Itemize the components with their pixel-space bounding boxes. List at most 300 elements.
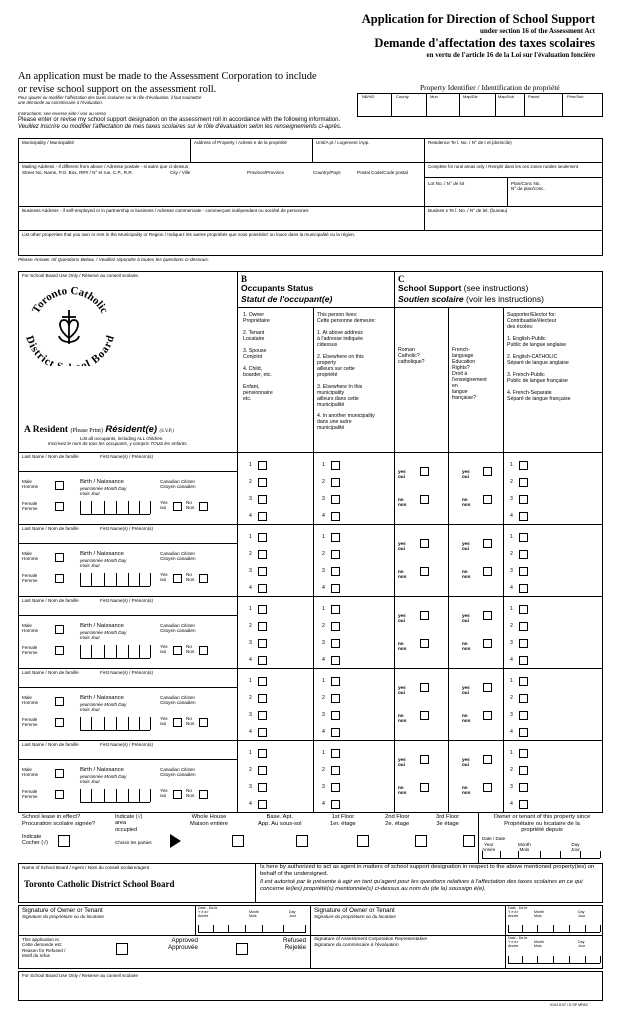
label-business-address: Business Address - if self-employed or in partnership in business / Adresse commerciale - commerçant indépendant ou société de personnes: [22, 208, 309, 213]
row1-female-checkbox[interactable]: [55, 502, 64, 511]
row2-supporter-1-checkbox[interactable]: [519, 533, 528, 542]
citizen-no-label: No Non: [186, 716, 195, 727]
first-names-label: First Name(s) / Prénom(s): [100, 526, 154, 531]
sig2-date-label: Date - Da te Y e a r Année: [508, 906, 528, 919]
row2-citizen-no-checkbox[interactable]: [199, 574, 208, 583]
status-num-label: 2: [249, 479, 252, 485]
row5-rc-no-checkbox[interactable]: [420, 783, 429, 792]
row4-status-1-checkbox[interactable]: [258, 677, 267, 686]
label-country: Country/Pays: [313, 170, 341, 175]
canadian-citizen-label: Canadian Citizen Citoyen canadien: [160, 479, 196, 490]
intro-line-en: Please enter or revise my school support designation on the assessment roll in accordance with the following information.: [18, 117, 341, 123]
row4-rc-no-checkbox[interactable]: [420, 711, 429, 720]
supporter-num-label: 3: [510, 496, 513, 502]
label-city: City / Ville: [170, 170, 191, 175]
row3-status-3-checkbox[interactable]: [258, 639, 267, 648]
lives-num-label: 4: [322, 801, 325, 807]
supporter-num-label: 4: [510, 585, 513, 591]
row4-supporter-1-checkbox[interactable]: [519, 677, 528, 686]
label-other-properties: List other properties that you own or rent in the Municipality or Region / Indiquez les autres propriétés que vous possédez ou louez dans la municipalité ou la région.: [22, 232, 356, 237]
row2-male-checkbox[interactable]: [55, 553, 64, 562]
status-options: 1. Owner Propriétaire 2. Tenant Locataire 3. Spouse Conjoint 4. Child, boarder, etc. Enfant, pensionnaire etc.: [243, 312, 273, 402]
row2-lives-4-checkbox[interactable]: [331, 584, 340, 593]
section-c-title-en: School Support (see instructions): [398, 283, 529, 293]
lives-num-label: 1: [322, 534, 325, 540]
ymd-label: year/année Month Day mois Jour: [80, 486, 127, 497]
row2-status-4-checkbox[interactable]: [258, 584, 267, 593]
row1-supporter-4-checkbox[interactable]: [519, 512, 528, 521]
rc-yes-label: yes oui: [398, 469, 406, 480]
pid-col-nbhd: NB/HD: [362, 94, 375, 99]
first-floor-label: 1st Floor 1er. étage: [330, 814, 356, 827]
row1-rc-no-checkbox[interactable]: [420, 495, 429, 504]
sig-month-label: Month Mois: [249, 910, 259, 919]
indicate-cocher: Indicate Cocher (√): [22, 834, 48, 847]
row1-fr-no-checkbox[interactable]: [483, 495, 492, 504]
choose-parts-label: Choisir les parties: [115, 840, 152, 845]
row4-fr-no-checkbox[interactable]: [483, 711, 492, 720]
status-num-label: 1: [249, 462, 252, 468]
owner-signature-label-fr-2: Signature du propriétaire ou du locataire: [314, 914, 396, 919]
sig2-day-label: Day Jour: [578, 910, 585, 919]
last-name-label: Last Name / Nom de famille: [22, 670, 79, 675]
supporter-num-label: 1: [510, 750, 513, 756]
rc-no-label: no non: [398, 497, 407, 508]
tcdsb-logo: [22, 286, 117, 366]
supporter-num-label: 2: [510, 479, 513, 485]
row5-status-3-checkbox[interactable]: [258, 783, 267, 792]
fr-no-label: no non: [462, 713, 471, 724]
second-floor-checkbox[interactable]: [357, 835, 369, 847]
supporter-options: Supporter/Elector for: Contribuable/électeur des écoles: 1. English-Public Public de langue anglaise 2. English-CATHOLIC Séparé de langue anglaise 3. French-Public Public de langue française 4. French-Separate Séparé de langue française: [507, 312, 571, 402]
fr-no-label: no non: [462, 569, 471, 580]
row3-rc-no-checkbox[interactable]: [420, 639, 429, 648]
row4-name-input[interactable]: [22, 676, 234, 686]
year-label: Year Année: [482, 842, 496, 853]
second-floor-label: 2nd Floor 2e. étage: [385, 814, 410, 827]
residence-tel-input[interactable]: [428, 148, 600, 160]
rep-signature-field[interactable]: [314, 950, 502, 967]
label-postal-code: Postal Code/Code postal: [357, 170, 408, 175]
intro-line-fr: Veuillez inscrire ou modifier l'affectation de mes taxes scolaires sur le rôle d'évaluation selon les renseignements ci-après.: [18, 124, 342, 130]
row2-lives-2-checkbox[interactable]: [331, 550, 340, 559]
last-name-label: Last Name / Nom de famille: [22, 742, 79, 747]
date-label: Date / Date: [482, 836, 506, 841]
supporter-num-label: 4: [510, 801, 513, 807]
approval-label: This application is: Cette demande est: Reason for Refused / Motif du refus: [22, 937, 66, 958]
answer-all-note: Please Answer All Questions Below. / Veuillez répondre à toutes les questions ci-dessous.: [18, 258, 210, 263]
row5-status-1-checkbox[interactable]: [258, 749, 267, 758]
row4-rc-yes-checkbox[interactable]: [420, 683, 429, 692]
cross-heart-anchor-icon: [59, 310, 79, 344]
pid-col-primsub: Prim/Sub: [567, 94, 584, 99]
rep-signature-label-fr: Signature du commissaire à l'évaluation: [314, 943, 399, 948]
row1-lives-4-checkbox[interactable]: [331, 512, 340, 521]
row5-lives-1-checkbox[interactable]: [331, 749, 340, 758]
lives-num-label: 4: [322, 513, 325, 519]
section-c-letter: C: [398, 274, 405, 284]
fr-no-label: no non: [462, 641, 471, 652]
row3-rc-yes-checkbox[interactable]: [420, 611, 429, 620]
status-num-label: 2: [249, 551, 252, 557]
row3-male-checkbox[interactable]: [55, 625, 64, 634]
supporter-num-label: 1: [510, 606, 513, 612]
row3-status-4-checkbox[interactable]: [258, 656, 267, 665]
status-num-label: 1: [249, 606, 252, 612]
owner-signature-field-2[interactable]: [314, 920, 502, 933]
lives-num-label: 2: [322, 479, 325, 485]
row3-supporter-3-checkbox[interactable]: [519, 639, 528, 648]
row2-supporter-2-checkbox[interactable]: [519, 550, 528, 559]
citizen-no-label: No Non: [186, 644, 195, 655]
row2-lives-1-checkbox[interactable]: [331, 533, 340, 542]
female-label: Female Femme: [22, 717, 38, 728]
approved-label: Approved Approuvée: [168, 937, 198, 952]
row5-supporter-2-checkbox[interactable]: [519, 766, 528, 775]
form-title-en: Application for Direction of School Support: [361, 12, 595, 26]
supporter-num-label: 4: [510, 657, 513, 663]
intro-main: An application must be made to the Assessment Corporation to include or revise school support on the assessment roll.: [18, 71, 317, 96]
status-num-label: 3: [249, 712, 252, 718]
authorize-fr: Il est autorisé par le présente à agir en tant qu'agent pour les questions relatives à l'affectation des taxes scolaires en ce qui concerne le(les) propriété(s) mentionnée(s) ci-dessus au nom du (de la) soussign é(e).: [260, 879, 583, 892]
lot-no-input[interactable]: [428, 190, 504, 204]
row5-fr-no-checkbox[interactable]: [483, 783, 492, 792]
status-num-label: 2: [249, 767, 252, 773]
sig3-month-label: Month Mois: [534, 940, 544, 949]
row5-rc-yes-checkbox[interactable]: [420, 755, 429, 764]
owner-sign-date-input-2[interactable]: [508, 932, 600, 933]
row3-female-checkbox[interactable]: [55, 646, 64, 655]
lives-num-label: 1: [322, 606, 325, 612]
rc-no-label: no non: [398, 785, 407, 796]
row4-supporter-4-checkbox[interactable]: [519, 728, 528, 737]
lives-num-label: 1: [322, 462, 325, 468]
day-label: Day Jour: [571, 842, 580, 853]
sig-day-label: Day Jour: [289, 910, 296, 919]
female-label: Female Femme: [22, 789, 38, 800]
whole-house-label: Whole House Maison entière: [190, 814, 229, 827]
male-label: Male Homme: [22, 695, 39, 706]
row4-lives-2-checkbox[interactable]: [331, 694, 340, 703]
row4-status-4-checkbox[interactable]: [258, 728, 267, 737]
owner-sign-date-input[interactable]: [198, 932, 306, 933]
canadian-citizen-label: Canadian Citizen Citoyen canadien: [160, 623, 196, 634]
rc-yes-label: yes oui: [398, 613, 406, 624]
business-tel-input[interactable]: [428, 215, 600, 228]
row5-status-2-checkbox[interactable]: [258, 766, 267, 775]
roman-catholic-question: Roman Catholic? catholique?: [398, 347, 425, 365]
lives-num-label: 4: [322, 585, 325, 591]
citizen-yes-label: Yes oui: [160, 716, 168, 727]
form-subtitle-en: under section 16 of the Assessment Act: [480, 27, 595, 35]
row2-citizen-yes-checkbox[interactable]: [173, 574, 182, 583]
section-c-title-fr: Soutien scolaire (voir les instructions): [398, 294, 544, 304]
row1-fr-yes-checkbox[interactable]: [483, 467, 492, 476]
row4-status-2-checkbox[interactable]: [258, 694, 267, 703]
rc-yes-label: yes oui: [398, 685, 406, 696]
fr-yes-label: yes oui: [462, 613, 470, 624]
first-names-label: First Name(s) / Prénom(s): [100, 598, 154, 603]
status-num-label: 4: [249, 729, 252, 735]
status-num-label: 4: [249, 585, 252, 591]
row2-fr-yes-checkbox[interactable]: [483, 539, 492, 548]
status-num-label: 3: [249, 640, 252, 646]
male-label: Male Homme: [22, 551, 39, 562]
row2-supporter-4-checkbox[interactable]: [519, 584, 528, 593]
supporter-num-label: 2: [510, 695, 513, 701]
male-label: Male Homme: [22, 767, 39, 778]
row3-lives-3-checkbox[interactable]: [331, 639, 340, 648]
row1-name-input[interactable]: [22, 460, 234, 470]
owner-signature-field[interactable]: [22, 920, 192, 933]
row3-name-input[interactable]: [22, 604, 234, 614]
citizen-no-label: No Non: [186, 500, 195, 511]
fr-yes-label: yes oui: [462, 757, 470, 768]
row4-lives-3-checkbox[interactable]: [331, 711, 340, 720]
logo-text-top: Toronto Catholic: [29, 286, 111, 316]
citizen-yes-label: Yes oui: [160, 500, 168, 511]
canadian-citizen-label: Canadian Citizen Citoyen canadien: [160, 767, 196, 778]
row2-rc-yes-checkbox[interactable]: [420, 539, 429, 548]
row1-lives-2-checkbox[interactable]: [331, 478, 340, 487]
row5-supporter-3-checkbox[interactable]: [519, 783, 528, 792]
row4-citizen-no-checkbox[interactable]: [199, 718, 208, 727]
status-num-label: 3: [249, 568, 252, 574]
approved-checkbox[interactable]: [116, 943, 128, 955]
row3-lives-2-checkbox[interactable]: [331, 622, 340, 631]
supporter-num-label: 1: [510, 678, 513, 684]
owner-since-date-input[interactable]: [482, 858, 600, 859]
rc-no-label: no non: [398, 641, 407, 652]
birth-label: Birth / Naissance: [80, 623, 124, 629]
status-num-label: 1: [249, 534, 252, 540]
lives-num-label: 2: [322, 623, 325, 629]
row5-name-input[interactable]: [22, 748, 234, 758]
lives-options: This person lives: Cette personne demeure: 1. At above address à l'adresse indiquée cidessus 2. Elsewhere on this property ailleurs sur cette propriété 3. Elsewhere In this municipality ailleurs dans cette municipalité 4. In another municipality dans une autre municipalité: [317, 312, 376, 432]
lives-num-label: 3: [322, 784, 325, 790]
lease-question: School lease in effect? Procuration scolaire signée?: [22, 814, 96, 827]
business-address-input[interactable]: [22, 215, 420, 228]
row3-supporter-4-checkbox[interactable]: [519, 656, 528, 665]
label-property-address: Address of Property / Adress e de la propriété: [194, 140, 287, 145]
row2-status-3-checkbox[interactable]: [258, 567, 267, 576]
supporter-num-label: 4: [510, 729, 513, 735]
other-properties-input[interactable]: [22, 239, 600, 254]
female-label: Female Femme: [22, 501, 38, 512]
lives-num-label: 3: [322, 568, 325, 574]
row4-status-3-checkbox[interactable]: [258, 711, 267, 720]
row1-citizen-no-checkbox[interactable]: [199, 502, 208, 511]
ymd-label: year/année Month Day mois Jour: [80, 630, 127, 641]
status-num-label: 2: [249, 623, 252, 629]
refused-checkbox[interactable]: [236, 943, 248, 955]
label-residence-tel: Residence Te l. No. / N° de t el.(domicile): [428, 140, 512, 145]
supporter-num-label: 3: [510, 568, 513, 574]
male-label: Male Homme: [22, 479, 39, 490]
municipality-input[interactable]: [22, 148, 187, 160]
row5-female-checkbox[interactable]: [55, 790, 64, 799]
form-subtitle-fr: en vertu de l'article 16 de la Loi sur l'évaluation foncière: [426, 51, 595, 59]
supporter-num-label: 2: [510, 551, 513, 557]
sig3-day-label: Day Jour: [578, 940, 585, 949]
refused-label: Refused Rejetée: [283, 937, 307, 952]
lives-num-label: 1: [322, 750, 325, 756]
row4-female-checkbox[interactable]: [55, 718, 64, 727]
label-lot-no: Lot No. / N° de lot: [428, 181, 465, 186]
lives-num-label: 3: [322, 640, 325, 646]
row1-status-4-checkbox[interactable]: [258, 512, 267, 521]
row1-birth-date-input[interactable]: [80, 514, 150, 515]
row3-citizen-yes-checkbox[interactable]: [173, 646, 182, 655]
month-label: Month Mois: [518, 842, 531, 853]
svg-text:Toronto Catholic: [30, 286, 110, 316]
intro-instructions: Instructions: see reverse side / voir au verso: [18, 111, 107, 116]
row3-fr-yes-checkbox[interactable]: [483, 611, 492, 620]
row1-supporter-2-checkbox[interactable]: [519, 478, 528, 487]
row1-lives-3-checkbox[interactable]: [331, 495, 340, 504]
row3-lives-1-checkbox[interactable]: [331, 605, 340, 614]
last-name-label: Last Name / Nom de famille: [22, 454, 79, 459]
base-apt-checkbox[interactable]: [232, 835, 244, 847]
row3-supporter-2-checkbox[interactable]: [519, 622, 528, 631]
plan-conc-input[interactable]: [511, 194, 601, 204]
row4-lives-4-checkbox[interactable]: [331, 728, 340, 737]
first-names-label: First Name(s) / Prénom(s): [100, 454, 154, 459]
form-title-fr: Demande d'affectation des taxes scolaires: [374, 36, 595, 50]
section-b-title-en: Occupants Status: [241, 283, 314, 293]
lives-num-label: 2: [322, 695, 325, 701]
row5-citizen-yes-checkbox[interactable]: [173, 790, 182, 799]
birth-label: Birth / Naissance: [80, 479, 124, 485]
label-mailing-address: Mailing Address - if different from above / Adresse postale - si autre que ci-dessus: [22, 164, 189, 169]
fr-yes-label: yes oui: [462, 469, 470, 480]
row2-fr-no-checkbox[interactable]: [483, 567, 492, 576]
row2-birth-date-input[interactable]: [80, 586, 150, 587]
row4-supporter-2-checkbox[interactable]: [519, 694, 528, 703]
row5-male-checkbox[interactable]: [55, 769, 64, 778]
label-province: Province/Province: [247, 170, 285, 175]
row2-name-input[interactable]: [22, 532, 234, 542]
fr-yes-label: yes oui: [462, 541, 470, 552]
first-floor-checkbox[interactable]: [296, 835, 308, 847]
row3-status-1-checkbox[interactable]: [258, 605, 267, 614]
row2-rc-no-checkbox[interactable]: [420, 567, 429, 576]
rc-no-label: no non: [398, 569, 407, 580]
rc-yes-label: yes oui: [398, 541, 406, 552]
female-label: Female Femme: [22, 645, 38, 656]
row2-supporter-3-checkbox[interactable]: [519, 567, 528, 576]
female-label: Female Femme: [22, 573, 38, 584]
row5-lives-4-checkbox[interactable]: [331, 800, 340, 809]
property-address-input[interactable]: [194, 148, 309, 160]
row3-lives-4-checkbox[interactable]: [331, 656, 340, 665]
row3-status-2-checkbox[interactable]: [258, 622, 267, 631]
row3-fr-no-checkbox[interactable]: [483, 639, 492, 648]
row1-male-checkbox[interactable]: [55, 481, 64, 490]
row1-lives-1-checkbox[interactable]: [331, 461, 340, 470]
owner-signature-label-2: Signature of Owner or Tenant: [314, 907, 395, 914]
row3-citizen-no-checkbox[interactable]: [199, 646, 208, 655]
lives-num-label: 2: [322, 551, 325, 557]
row2-status-1-checkbox[interactable]: [258, 533, 267, 542]
ymd-label: year/année Month Day mois Jour: [80, 558, 127, 569]
row4-male-checkbox[interactable]: [55, 697, 64, 706]
row1-supporter-1-checkbox[interactable]: [519, 461, 528, 470]
pid-col-mapdiv: Map/Div: [463, 94, 478, 99]
row2-female-checkbox[interactable]: [55, 574, 64, 583]
row4-supporter-3-checkbox[interactable]: [519, 711, 528, 720]
lease-checkbox[interactable]: [58, 835, 70, 847]
row5-citizen-no-checkbox[interactable]: [199, 790, 208, 799]
label-mailing-street: Street No, Name, P.O. Box, RR# / N° et rue, C.P., R.R.: [22, 170, 133, 175]
citizen-yes-label: Yes oui: [160, 788, 168, 799]
third-floor-checkbox[interactable]: [415, 835, 427, 847]
status-num-label: 4: [249, 801, 252, 807]
fr-no-label: no non: [462, 785, 471, 796]
svg-text:District School Board: [23, 334, 117, 366]
row1-citizen-yes-checkbox[interactable]: [173, 502, 182, 511]
row5-fr-yes-checkbox[interactable]: [483, 755, 492, 764]
row4-lives-1-checkbox[interactable]: [331, 677, 340, 686]
sig-date-label: Date - Da te Y e a r Année: [198, 906, 218, 919]
row1-supporter-3-checkbox[interactable]: [519, 495, 528, 504]
row4-citizen-yes-checkbox[interactable]: [173, 718, 182, 727]
section-b-letter: B: [241, 274, 248, 284]
form-code: 0104 8.97 / E.SP MPAC: [550, 1003, 589, 1007]
canadian-citizen-label: Canadian Citizen Citoyen canadien: [160, 695, 196, 706]
row1-status-2-checkbox[interactable]: [258, 478, 267, 487]
agent-label: Name of School Board / Agent / Nom du conseil scolaire/agent: [22, 865, 150, 870]
mailing-address-input[interactable]: [22, 178, 420, 204]
lives-num-label: 3: [322, 496, 325, 502]
board-use-label: For School Board Use Only / Réservé au conseil scolaire.: [22, 273, 140, 278]
label-municipality: Municipality / Municipalité: [22, 140, 75, 145]
row1-status-3-checkbox[interactable]: [258, 495, 267, 504]
ymd-label: year/année Month Day mois Jour: [80, 702, 127, 713]
row5-lives-3-checkbox[interactable]: [331, 783, 340, 792]
sig3-date-label: Date - Da te Y e a r Année: [508, 936, 528, 949]
row4-birth-date-input[interactable]: [80, 730, 150, 731]
owner-since-checkbox[interactable]: [463, 835, 475, 847]
row5-supporter-4-checkbox[interactable]: [519, 800, 528, 809]
supporter-num-label: 2: [510, 623, 513, 629]
row5-birth-date-input[interactable]: [80, 802, 150, 803]
indicate-area: Indicate (√) area occupied: [115, 814, 143, 833]
row3-supporter-1-checkbox[interactable]: [519, 605, 528, 614]
row5-status-4-checkbox[interactable]: [258, 800, 267, 809]
supporter-num-label: 2: [510, 767, 513, 773]
row5-supporter-1-checkbox[interactable]: [519, 749, 528, 758]
row4-fr-yes-checkbox[interactable]: [483, 683, 492, 692]
rc-yes-label: yes oui: [398, 757, 406, 768]
section-a-note-en: List all occupants, including ALL children.: [80, 436, 164, 441]
birth-label: Birth / Naissance: [80, 551, 124, 557]
pid-col-mun: Mun: [430, 94, 438, 99]
rep-sign-date-input[interactable]: [508, 963, 600, 964]
row3-birth-date-input[interactable]: [80, 658, 150, 659]
row2-status-2-checkbox[interactable]: [258, 550, 267, 559]
row1-rc-yes-checkbox[interactable]: [420, 467, 429, 476]
row5-lives-2-checkbox[interactable]: [331, 766, 340, 775]
row2-lives-3-checkbox[interactable]: [331, 567, 340, 576]
third-floor-label: 3rd Floor 3e étage: [436, 814, 460, 827]
unit-input[interactable]: [316, 148, 421, 160]
label-plan-conc: Plan/Conc No. N° de plan/conc.: [511, 181, 545, 192]
fr-yes-label: yes oui: [462, 685, 470, 696]
rc-no-label: no non: [398, 713, 407, 724]
row1-status-1-checkbox[interactable]: [258, 461, 267, 470]
supporter-num-label: 4: [510, 513, 513, 519]
